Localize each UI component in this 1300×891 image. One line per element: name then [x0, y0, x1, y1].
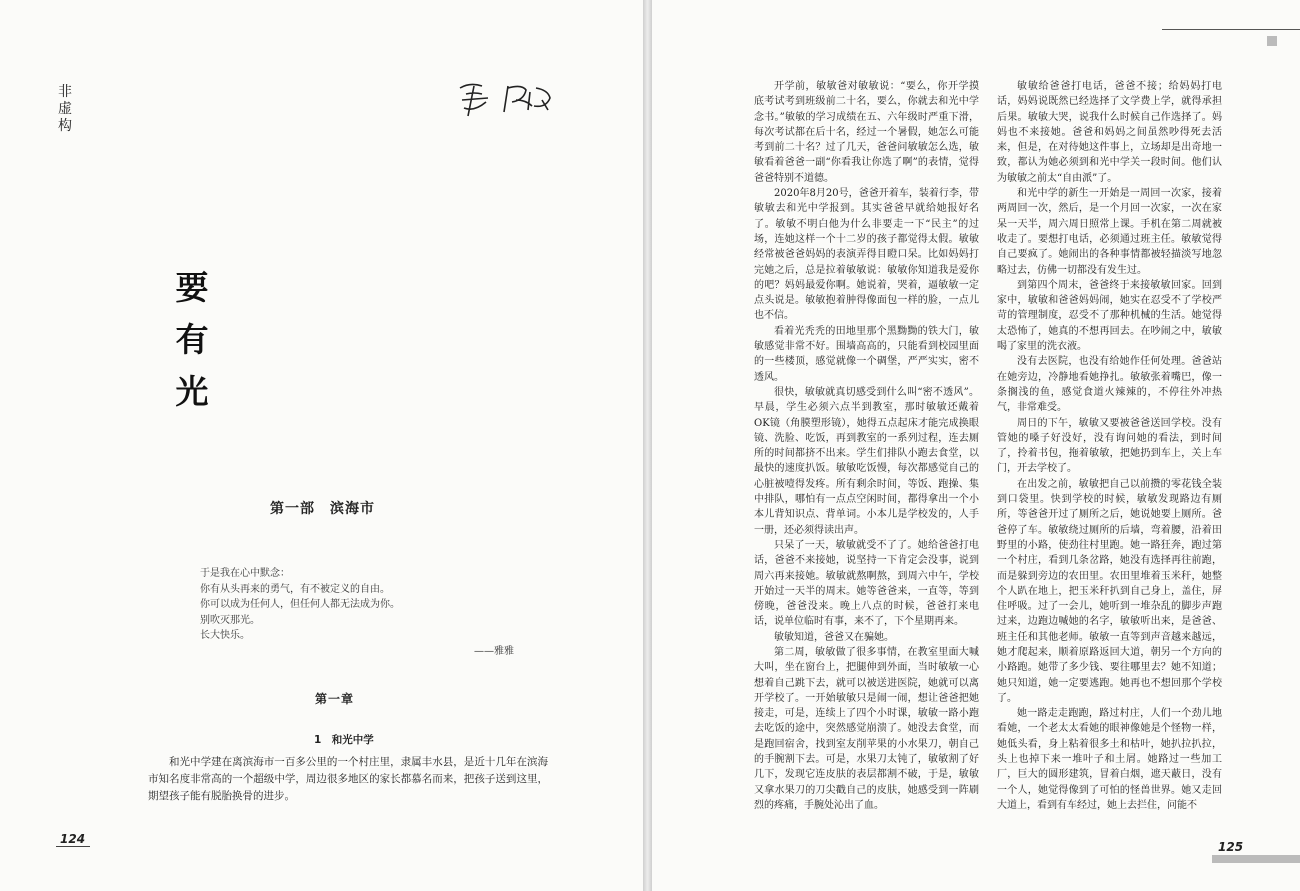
epigraph-line: 你可以成为任何人，但任何人都无法成为你。	[200, 599, 400, 610]
epigraph-line: 你有从头再来的勇气，有不被定义的自由。	[200, 583, 390, 595]
page-number: 124	[60, 832, 86, 846]
body-paragraph: 没有去医院，也没有给她作任何处理。爸爸站在她旁边，冷静地看她挣扎。敏敏张着嘴巴，像一条搁浅的鱼，感觉食道火辣辣的，不停往外冲热气，非常难受。	[997, 356, 1222, 414]
body-paragraph: 她一路走走跑跑，路过村庄，人们一个劲儿地看她，一个老太太看她的眼神像她是个怪物一样，她低头看，身上粘着很多土和枯叶，她扒拉扒拉，头上也掉下来一堆叶子和土屑。她路过一些加工厂，巨大的圆形建筑，冒着白烟，遮天蔽日，没有一个人，她觉得像到了可怕的怪兽世界。她又走回大道上，看到有车经过，她上去拦住，问能不	[997, 708, 1222, 811]
chapter-heading: 第一章	[315, 692, 355, 706]
body-paragraph: 2020年8月20号，爸爸开着车，装着行李，带敏敏去和光中学报到。其实爸爸早就给她报好名了。敏敏不明白他为什么非要走一下“民主”的过场，连她这样一个十二岁的孩子都觉得太假。敏敏经常被爸爸妈妈的表演弄得目瞪口呆。比如妈妈打完她之后，总是拉着敏敏说：敏敏你知道我是爱你的吧？妈妈最爱你啊。她说着，哭着，逼敏敏一定点头说是。敏敏抱着肿得像面包一样的脸，一点儿也不信。	[754, 188, 979, 322]
body-paragraph: 敏敏给爸爸打电话，爸爸不接；给妈妈打电话，妈妈说既然已经选择了文学费上学，就得承担后果。敏敏大哭，说我什么时候自己作选择了。妈妈也不来接她。爸爸和妈妈之间虽然吵得死去活来，但是，在对待她这件事上，立场却是出奇地一致，都认为她必须到和光中学关一段时间。他们认为敏敏之前太“自由派”了。	[997, 81, 1222, 184]
book-gutter	[643, 0, 652, 891]
page-number: 125	[1218, 840, 1244, 854]
left-page	[0, 0, 643, 891]
epigraph-line: 于是我在心中默念：	[200, 568, 290, 579]
body-paragraph: 很快，敏敏就真切感受到什么叫“密不透风”。早晨，学生必须六点半到教室，那时敏敏还戴着OK镜（角膜塑形镜），她得五点起床才能完成换眼镜、洗脸、吃饭，再到教室的一系列过程，连去厕所的时间都挤不出来。学生们排队小跑去食堂，以最快的速度扒饭。敏敏吃饭慢，每次都感觉自己的心脏被噎得发疼。所有剩余时间，等饭、跑操、集中排队，哪怕有一点点空闲时间，都得拿出一个小本儿背知识点、背单词。小本儿是学校发的，人手一册，还必须得读出声。	[754, 386, 979, 536]
article-title: 要有光	[175, 268, 209, 411]
genre-label: 非虚构	[58, 84, 72, 134]
text-column-left	[754, 79, 979, 813]
header-rule	[1162, 29, 1300, 30]
epigraph-attribution: ——雅雅	[474, 646, 514, 657]
body-paragraph: 在出发之前，敏敏把自己以前攒的零花钱全装到口袋里。快到学校的时候，敏敏发现路边有厕所，等爸爸开过了厕所之后，她说她要上厕所。爸爸停了车。敏敏绕过厕所的后墙，弯着腰，沿着田野里的小路，使劲往村里跑。她一路狂奔，跑过第一个村庄，看到几条岔路，她没有选择再往前跑，而是躲到旁边的农田里。农田里堆着玉米秆，她整个人趴在地上，把玉米秆扒到自己身上，盖住，屏住呼吸。过了一会儿，她听到一堆杂乱的脚步声跑过来，边跑边喊她的名字，敏敏听出来，是爸爸、班主任和其他老师。敏敏一直等到声音越来越远，她才爬起来，顺着原路返回大道，朝另一个方向的小路跑。她带了多少钱、要往哪里去？她不知道；她只知道，她一定要逃跑。她再也不想回那个学校了。	[997, 478, 1222, 704]
header-marker	[1267, 36, 1277, 46]
body-paragraph: 和光中学的新生一开始是一周回一次家，接着两周回一次，然后，是一个月回一次家，一次在家呆一天半，周六周日照常上课。手机在第二周就被收走了。要想打电话，必须通过班主任。敏敏觉得自己要疯了。她闹出的各种事情都被轻描淡写地忽略过去，仿佛一切都没有发生过。	[997, 188, 1222, 276]
epigraph-line: 别吹灭那光。	[200, 614, 260, 626]
right-page	[652, 0, 1300, 891]
author-signature	[452, 78, 562, 124]
section-heading: 1 和光中学	[314, 734, 374, 746]
body-paragraph: 和光中学建在离滨海市一百多公里的一个村庄里，隶属丰水县，是近十几年在滨海市知名度非常高的一个超级中学，周边很多地区的家长都慕名而来，把孩子送到这里，期望孩子能有脱胎换骨的进步。	[148, 756, 548, 802]
body-paragraph: 敏敏知道，爸爸又在骗她。	[774, 631, 894, 643]
body-paragraph: 周日的下午，敏敏又要被爸爸送回学校。没有管她的嗓子好没好，没有询问她的看法，到时间了，拎着书包，拖着敏敏，把她扔到车上，关上车门，开去学校了。	[997, 417, 1222, 475]
epigraph-line: 长大快乐。	[200, 630, 250, 641]
body-paragraph: 到第四个周末，爸爸终于来接敏敏回家。回到家中，敏敏和爸爸妈妈闹，她实在忍受不了学校严苛的管理制度，忍受不了那种机械的生活。她觉得太恐怖了，她真的不想再回去。在吵闹之中，敏敏喝了家里的洗衣液。	[997, 279, 1222, 353]
body-paragraph: 第二周，敏敏做了很多事情，在教室里面大喊大叫，坐在窗台上，把腿伸到外面，当时敏敏一心想着自己跳下去，就可以被送进医院，她就可以离开学校了。一开始敏敏只是闹一闹，想让爸爸把她接走，可是，连续上了四个小时课，敏敏一路小跑去吃饭的途中，突然感觉崩溃了。她没去食堂，而是跑回宿舍，找到室友削苹果的小水果刀，朝自己的手腕割下去。可是，水果刀太钝了，敏敏割了好几下，发现它连皮肤的表层都割不破，于是，敏敏又拿水果刀的刀尖戳自己的皮肤，她感受到一阵刷烈的疼痛，手腕处沁出了血。	[754, 646, 979, 811]
page-number-rule	[56, 846, 90, 847]
page-number-bar	[1212, 855, 1300, 863]
epigraph	[200, 566, 540, 644]
body-paragraph: 只呆了一天，敏敏就受不了了。她给爸爸打电话，爸爸不来接她，说坚持一下肯定会没事，说到周六再来接她。敏敏就熬啊熬，到周六中午，学校开始过一天半的周末。她等爸爸来，一直等，等到傍晚，爸爸没来。晚上八点的时候，爸爸打来电话，说单位临时有事，来不了，下个星期再来。	[754, 539, 979, 628]
text-column-right	[997, 79, 1222, 813]
part-heading: 第一部 滨海市	[270, 501, 375, 517]
body-paragraph: 看着光秃秃的田地里那个黑黝黝的铁大门，敏敏感觉非常不好。围墙高高的，只能看到校园里面的一些楼顶，感觉就像一个碉堡，严严实实，密不透风。	[754, 325, 979, 383]
body-paragraph: 开学前，敏敏爸对敏敏说：“要么，你开学摸底考试考到班级前二十名，要么，你就去和光中学念书。”敏敏的学习成绩在五、六年级时严重下滑，每次考试都在后十名，经过一个暑假，她怎么可能考到前二十名？过了几天，爸爸问敏敏怎么选，敏敏看着爸爸一副“你看我让你选了啊”的表情，觉得爸爸特别不道德。	[754, 81, 979, 184]
